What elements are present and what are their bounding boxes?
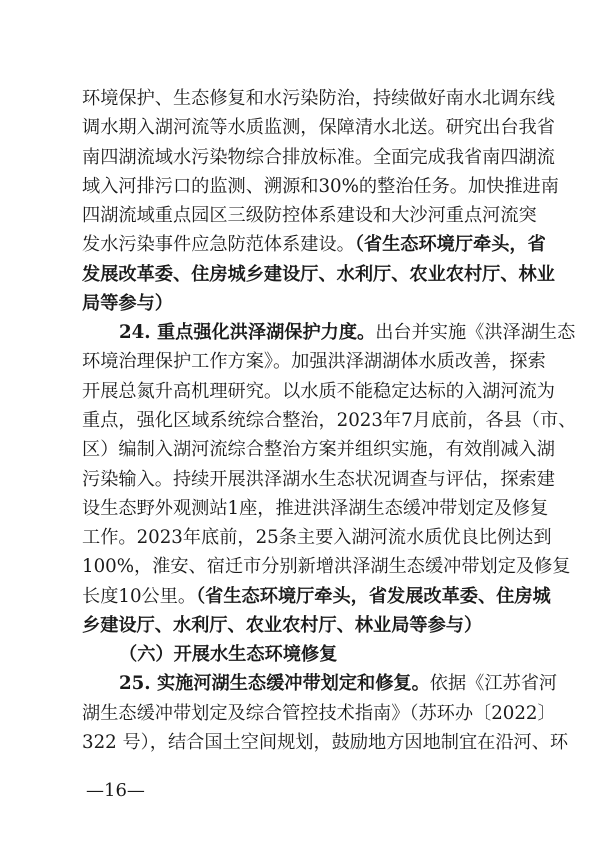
- responsibility-note: （省生态环境厅牵头，省发展改革委、住房城: [196, 586, 551, 607]
- body-text: 依据《江苏省河: [429, 673, 558, 694]
- body-text: 出台并实施《洪泽湖生态: [375, 322, 576, 343]
- body-line: 环境治理保护工作方案》。加强洪泽湖湖体水质改善，探索: [82, 351, 546, 372]
- body-line: 开展总氮升高机理研究。以水质不能稳定达标的入湖河流为: [82, 381, 555, 402]
- body-line: 100%，淮安、宿迁市分别新增洪泽湖生态缓冲带划定及修复: [82, 556, 571, 577]
- body-line: 重点，强化区域系统综合整治，2023年7月底前，各县（市、: [82, 410, 577, 431]
- body-line: 域入河排污口的监测、溯源和30%的整治任务。加快推进南: [82, 176, 559, 197]
- body-line: [82, 228, 546, 262]
- body-line: 四湖流域重点园区三级防控体系建设和大沙河重点河流突: [82, 205, 537, 226]
- responsibility-note-line: 乡建设厅、水利厅、农业农村厅、林业局等参与）: [82, 615, 483, 636]
- body-text: 发水污染事件应急防范体系建设。: [82, 234, 355, 255]
- section-6-heading: （六）开展水生态环境修复: [119, 644, 338, 665]
- responsibility-note-line: 发展改革委、住房城乡建设厅、水利厅、农业农村厅、林业: [82, 264, 555, 285]
- body-line: 南四湖流域水污染物综合排放标准。全面完成我省南四湖流: [82, 147, 555, 168]
- body-line: 区）编制入湖河流综合整治方案并组织实施，有效削减入湖: [82, 439, 555, 460]
- body-line: 湖生态缓冲带划定及综合管控技术指南》（苏环办〔2022〕: [82, 703, 556, 724]
- body-line: 环境保护、生态修复和水污染防治，持续做好南水北调东线: [82, 88, 555, 109]
- body-line: 调水期入湖河流等水质监测，保障清水北送。研究出台我省: [82, 117, 555, 138]
- section-25-title: 25. 实施河湖生态缓冲带划定和修复。: [119, 673, 430, 694]
- body-line: 污染输入。持续开展洪泽湖水生态状况调查与评估，探索建: [82, 469, 555, 490]
- page-number: —16—: [86, 780, 145, 801]
- responsibility-note-line: 局等参与）: [82, 293, 173, 314]
- responsibility-note: （省生态环境厅牵头，省: [354, 234, 546, 255]
- body-line: 工作。2023年底前，25条主要入湖河流水质优良比例达到: [82, 527, 552, 548]
- section-24-title: 24. 重点强化洪泽湖保护力度。: [119, 322, 376, 343]
- body-line: 322 号），结合国土空间规划，鼓励地方因地制宜在沿河、环: [82, 732, 569, 753]
- body-text: 长度10公里。: [82, 586, 197, 607]
- body-line: 设生态野外观测站1座，推进洪泽湖生态缓冲带划定及修复: [82, 498, 549, 519]
- section-25-line: [119, 667, 558, 701]
